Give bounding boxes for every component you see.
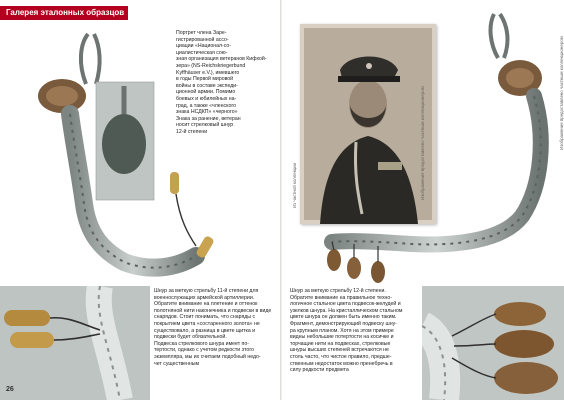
- right-bottom-text: Шнур за меткую стрельбу 12-й степени. Обратите внимание на правильное техно- логичное стальное цвета подвесок-желудей и узелков шнура. На кристаллическом стальном цвете шнура он должен быть именно таким. Фрагмент, демонстрирующий подвеску шну- ра крупным планом. Хотя на этом примере видны небольшие потертости на косичке и торчащие нити на подвесках, стрелковые шнуры высших степеней встречаются не столь часто, что чистое правило, предше- ственным недостаток можно пренебречь в силу редкости предмета: [290, 288, 403, 374]
- right-page-inner-credit: Изображение предоставлено частным коллекционером: [420, 86, 425, 200]
- portrait-credit: Из частной коллекции: [292, 162, 297, 208]
- right-page: [282, 0, 564, 400]
- right-photo-credit: Изображение предоставлено частным коллекционером: [559, 36, 564, 150]
- acorn-closeup-illustration: [422, 286, 564, 400]
- portrait-caption: Портрет члена Заре- гистрированной ассо- циации «Национал-со- циалистическая сою- зная организация ветеранов Кифхой- зера» (NS-Reichskriegerbund Kyffhäuser e.V.), имевшего в годы Первой мировой войны в составе экспеди- ционной армии. Помимо боевых и юбилейных на- град, а также «членского знака НСДКП» «черного» Знака за ранение, ветеран носит стрелковый шнур 12-й степени: [176, 30, 267, 135]
- tassel-closeup-illustration: [0, 286, 150, 400]
- veteran-portrait: [300, 24, 436, 224]
- page-title: Галерея эталонных образцов: [6, 8, 125, 17]
- left-bottom-text: Шнур за меткую стрельбу 11-й степени для военнослужащих армейской артиллерии. Обратите внимание на плетение и оттенок полотняной нити наконечника и подвески в виде снарядов. Стоит понимать, что снаряды с покрытием цвета «состаренного золота» не существовало, а разница в цвете щитка и подвески будет обязательной. Подвеска стрелкового шнура имеет по- тертости, однако с учетом редкости этого экземпляра, мы их считаем подобный недо- чет существенным: [154, 288, 272, 367]
- tassel-closeup-left: [0, 286, 150, 400]
- page-number: 26: [6, 386, 14, 393]
- portrait-illustration: [300, 24, 436, 224]
- tassel-closeup-right: [422, 286, 564, 400]
